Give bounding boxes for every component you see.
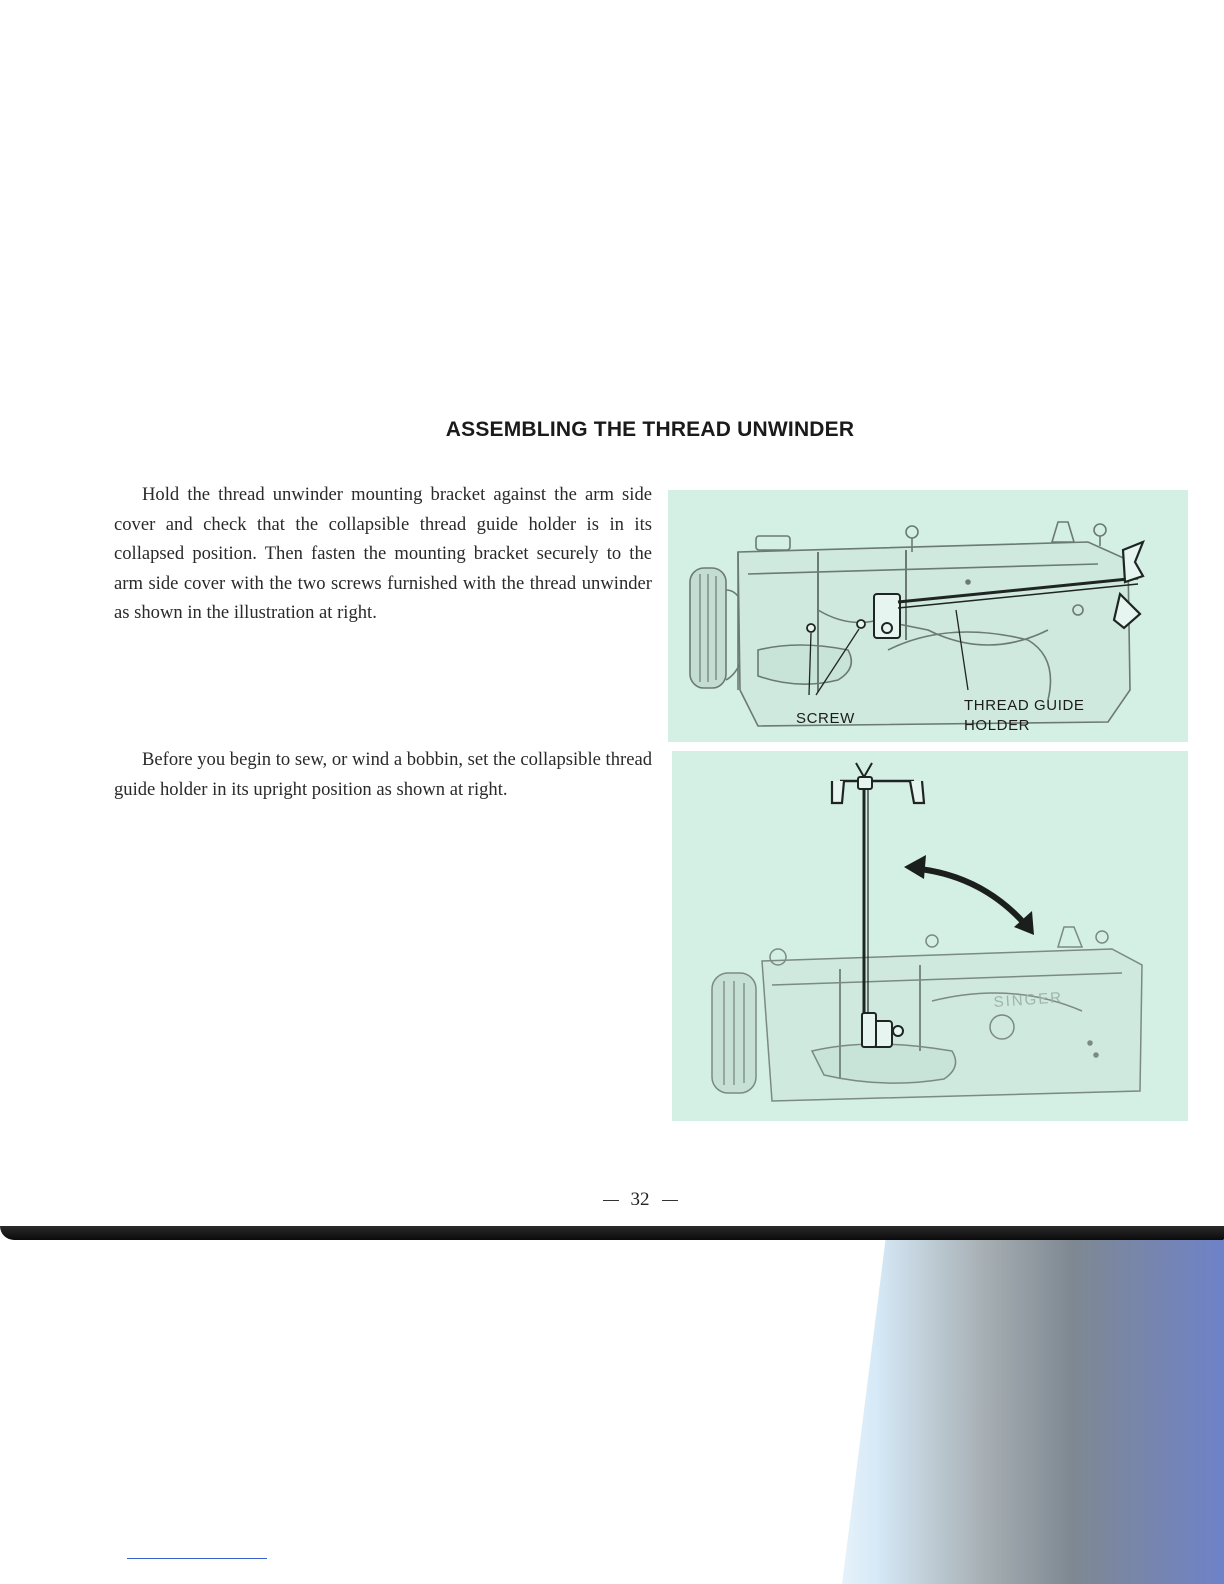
page-number bbox=[560, 1189, 720, 1211]
figure-upright-unwinder bbox=[672, 751, 1188, 1121]
paragraph-upright-instructions: Before you begin to sew, or wind a bobbin, set the collapsible thread guide holder in its upright position as shown at right. bbox=[114, 749, 652, 800]
page-heading: ASSEMBLING THE THREAD UNWINDER bbox=[445, 418, 855, 441]
scanner-shadow bbox=[790, 1240, 1224, 1584]
folio-dash-left bbox=[603, 1200, 619, 1201]
rotate-arrow bbox=[920, 869, 1024, 923]
figure-collapsed-unwinder bbox=[668, 490, 1188, 742]
folio-dash-right bbox=[662, 1200, 678, 1201]
thread-guide-holder-label-line-1: THREAD GUIDE bbox=[964, 697, 1085, 714]
blue-rule-line bbox=[127, 1558, 267, 1559]
screw-label: SCREW bbox=[796, 710, 855, 727]
paragraph-mounting-instructions: Hold the thread unwinder mounting bracket against the arm side cover and check that the collapsible thread guide holder is in its collapsed position. Then fasten the mounting bracket securely to the arm side cover with the two screws furnished with the thread unwinder as shown in the illustration at right. bbox=[114, 484, 652, 623]
thread-guide-holder-label bbox=[964, 696, 1144, 736]
singer-brand-mark: SINGER bbox=[993, 989, 1064, 1011]
page-bottom-edge bbox=[0, 1226, 1224, 1240]
upright-thread-guide-illustration bbox=[672, 751, 1188, 1121]
thread-guide-holder-label-line-2: HOLDER bbox=[964, 717, 1031, 734]
page-number-value: 32 bbox=[630, 1189, 650, 1210]
